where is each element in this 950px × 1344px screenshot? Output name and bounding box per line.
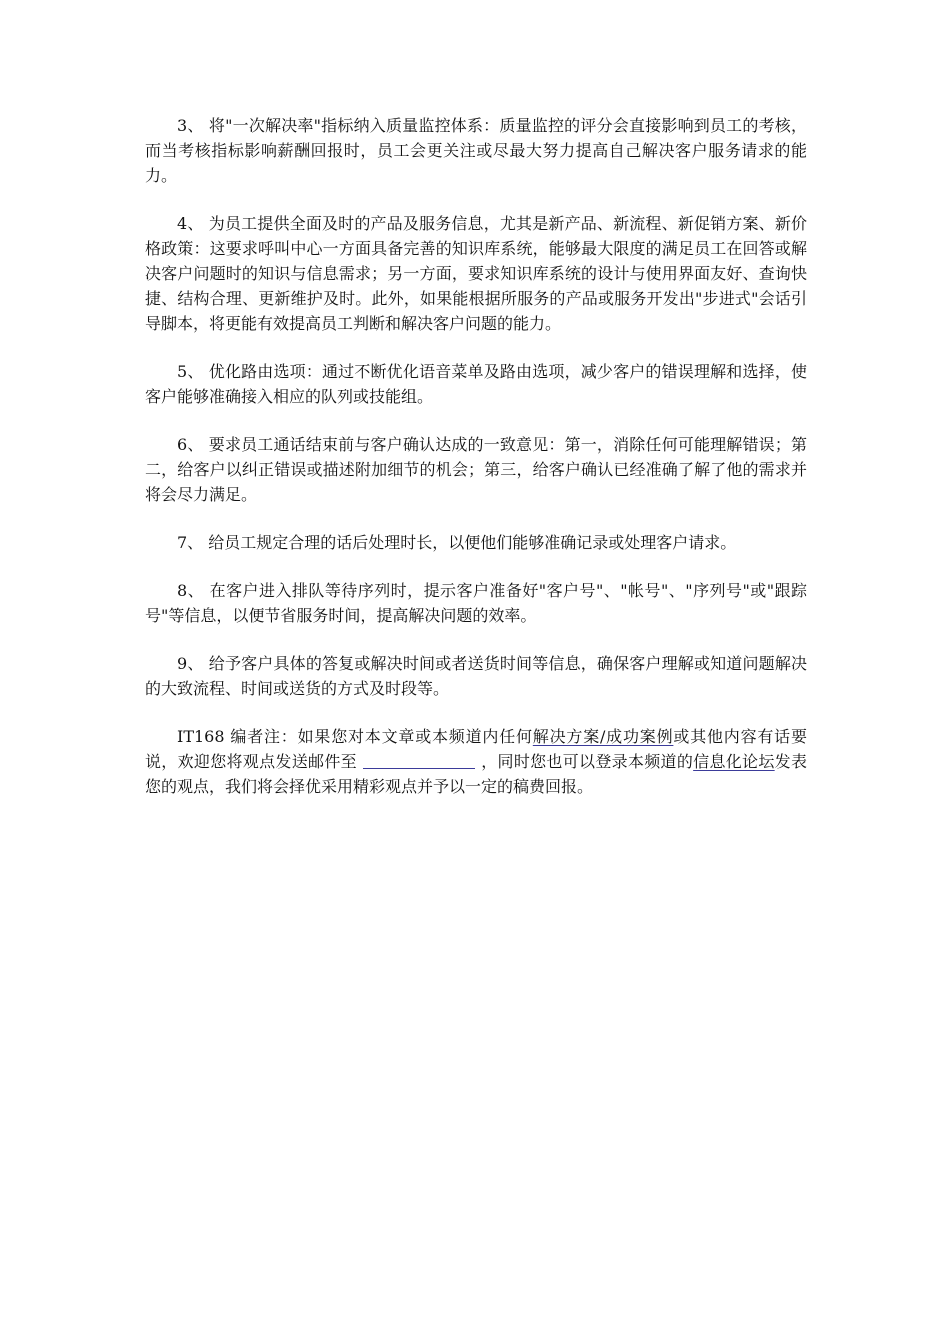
editor-note-text-4: 发表您的观点，我们将会择优采用精彩观点并予以一定的稿费回报。: [145, 752, 807, 796]
article-body: [145, 113, 807, 822]
editor-note-text-3: ，同时您也可以登录本频道的: [480, 752, 694, 771]
solutions-cases-link[interactable]: 解决方案/成功案例: [532, 727, 674, 746]
email-address-link[interactable]: [363, 752, 475, 769]
editor-note: [145, 724, 807, 799]
paragraph-4: 4、 为员工提供全面及时的产品及服务信息，尤其是新产品、新流程、新促销方案、新价格政策：这要求呼叫中心一方面具备完善的知识库系统，能够最大限度的满足员工在回答或解决客户问题时的知识与信息需求；另一方面，要求知识库系统的设计与使用界面友好、查询快捷、结构合理、更新维护及时。此外，如果能根据所服务的产品或服务开发出"步进式"会话引导脚本，将更能有效提高员工判断和解决客户问题的能力。: [145, 214, 807, 333]
paragraph-5: 5、 优化路由选项：通过不断优化语音菜单及路由选项，减少客户的错误理解和选择，使客户能够准确接入相应的队列或技能组。: [145, 362, 807, 406]
editor-note-text-1: IT168 编者注：如果您对本文章或本频道内任何: [177, 727, 533, 746]
paragraph-8: 8、 在客户进入排队等待序列时，提示客户准备好"客户号"、"帐号"、"序列号"或"跟踪号"等信息，以便节省服务时间，提高解决问题的效率。: [145, 581, 807, 625]
paragraph-9: 9、 给予客户具体的答复或解决时间或者送货时间等信息，确保客户理解或知道问题解决的大致流程、时间或送货的方式及时段等。: [145, 654, 807, 698]
forum-link[interactable]: 信息化论坛: [693, 752, 775, 771]
paragraph-7: 7、 给员工规定合理的话后处理时长，以便他们能够准确记录或处理客户请求。: [177, 533, 737, 552]
editor-note-text-2: 或其他内容有话要说，欢迎您将观点发送邮件至: [145, 727, 807, 771]
paragraph-6: 6、 要求员工通话结束前与客户确认达成的一致意见：第一，消除任何可能理解错误；第二，给客户以纠正错误或描述附加细节的机会；第三，给客户确认已经准确了解了他的需求并将会尽力满足。: [145, 435, 807, 504]
paragraph-3: 3、 将"一次解决率"指标纳入质量监控体系：质量监控的评分会直接影响到员工的考核，而当考核指标影响薪酬回报时，员工会更关注或尽最大努力提高自己解决客户服务请求的能力。: [145, 116, 807, 185]
